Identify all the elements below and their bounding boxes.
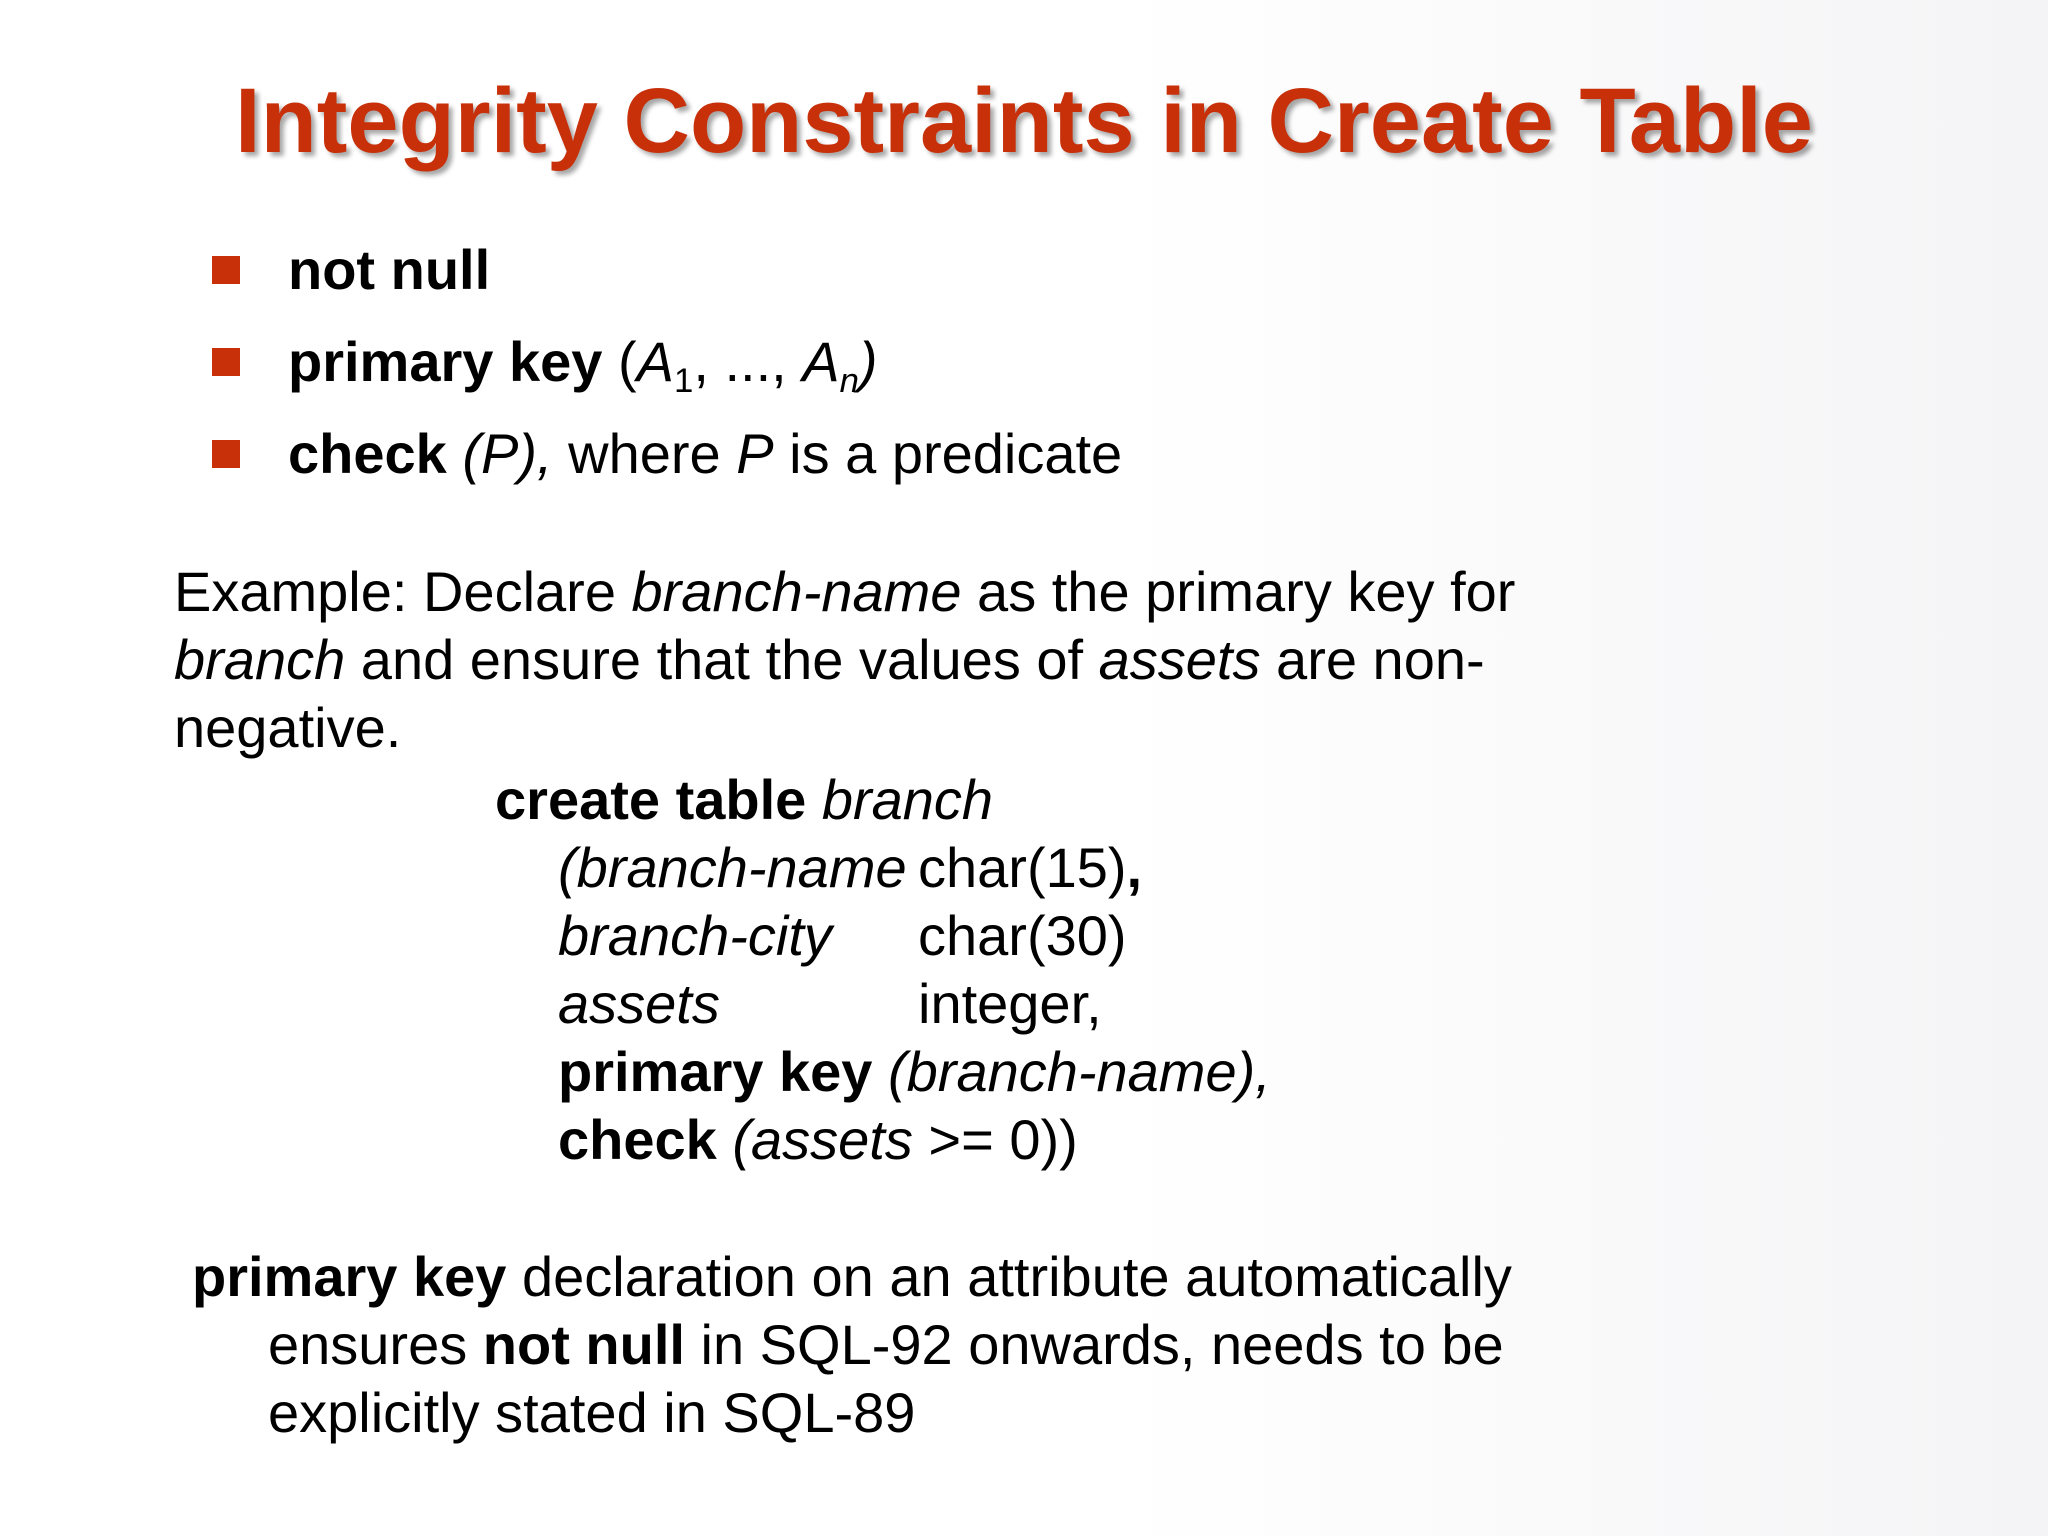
code-type-char15 [918, 834, 1142, 902]
footer-keyword: not null [482, 1313, 685, 1376]
footer-line-3: explicitly stated in SQL-89 [268, 1381, 916, 1444]
example-text: as the primary key for [961, 560, 1516, 623]
predicate-p: (P), [446, 422, 553, 485]
keyword-check: check [288, 422, 447, 485]
example-paragraph [174, 558, 1515, 762]
code-col-assets: assets [558, 972, 720, 1035]
code-type-char30: char(30) [918, 904, 1127, 967]
list-item-primary-key [212, 324, 1122, 416]
example-line-1 [174, 558, 1515, 626]
code-keyword: primary key [558, 1040, 873, 1103]
keyword-primary-key: primary key [288, 330, 603, 393]
code-pk-attr: (branch-name), [872, 1040, 1271, 1103]
keyword-not-null: not null [288, 238, 491, 301]
footer-text: declaration on an attribute automatically [506, 1245, 1512, 1308]
code-keyword: check [558, 1108, 717, 1171]
attr-an: A [802, 330, 840, 393]
predicate-desc: is a predicate [773, 422, 1123, 485]
code-type-integer: integer, [918, 972, 1102, 1035]
code-col-branch-name: (branch-name [558, 836, 907, 899]
code-check-attr: (assets [716, 1108, 913, 1171]
code-check-line [558, 1106, 1078, 1174]
footer-keyword: primary key [192, 1245, 507, 1308]
paren-close: ) [858, 330, 878, 393]
list-item-check [212, 416, 1122, 508]
code-type: char(15) [918, 836, 1127, 899]
code-primary-key-line [558, 1038, 1271, 1106]
example-text: Example: Declare [174, 560, 632, 623]
footer-line-1 [192, 1243, 1512, 1311]
footer-note [192, 1243, 1512, 1447]
footer-line-2 [192, 1311, 1512, 1379]
square-bullet-icon [212, 256, 240, 284]
example-attr-assets: assets [1098, 628, 1261, 691]
square-bullet-icon [212, 348, 240, 376]
example-text: and ensure that the values of [345, 628, 1099, 691]
footer-text: in SQL-92 onwards, needs to be [684, 1313, 1504, 1376]
code-keyword: create table [495, 768, 807, 831]
list-item-not-null [212, 232, 1122, 324]
constraint-list [212, 232, 1122, 508]
code-table-name: branch [806, 768, 994, 831]
ellipsis: , ..., [693, 330, 803, 393]
where-text: where [552, 422, 737, 485]
square-bullet-icon [212, 440, 240, 468]
example-line-3: negative. [174, 696, 402, 759]
footer-text: ensures [268, 1313, 483, 1376]
example-line-2 [174, 626, 1515, 694]
code-check-cond: >= 0)) [912, 1108, 1078, 1171]
example-relation-branch: branch [174, 628, 346, 691]
attr-a: A [636, 330, 675, 393]
example-attr-branch-name: branch-name [631, 560, 962, 623]
paren-open: ( [602, 330, 637, 393]
code-comma: , [1126, 836, 1143, 899]
code-col-branch-city: branch-city [558, 904, 832, 967]
slide-title: Integrity Constraints in Create Table [235, 70, 1813, 172]
subscript-n: n [839, 362, 859, 401]
subscript-1: 1 [674, 362, 694, 401]
predicate-p2: P [736, 422, 774, 485]
example-text: are non- [1260, 628, 1485, 691]
code-create-line [495, 766, 993, 834]
